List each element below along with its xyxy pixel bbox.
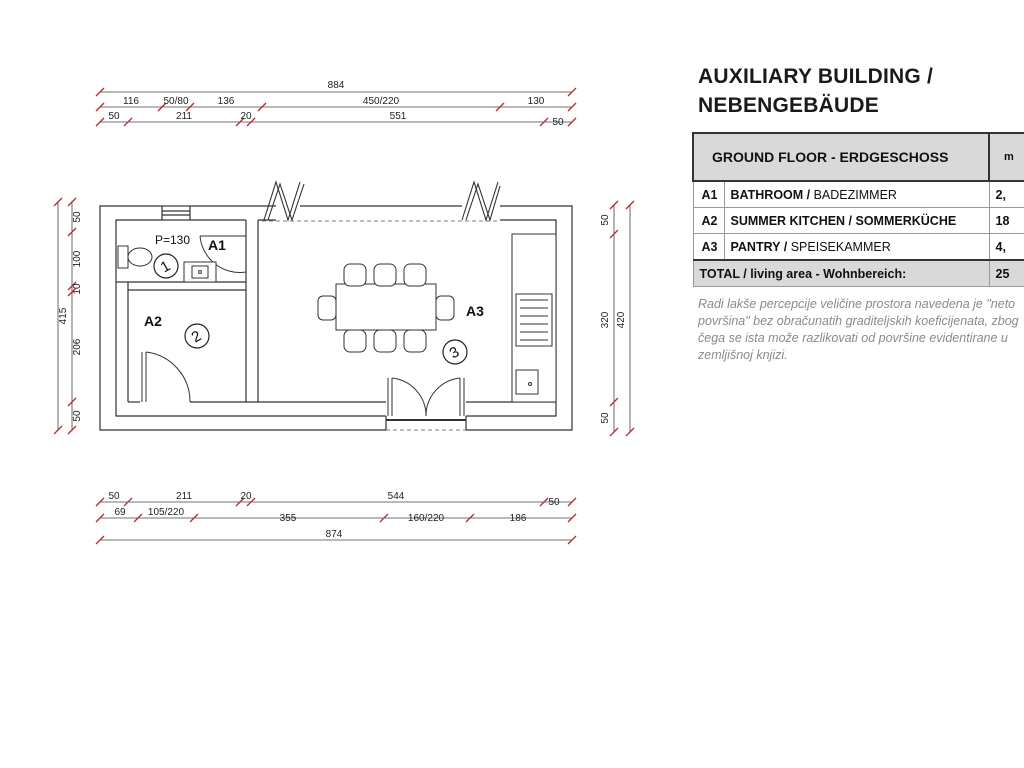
title-line-2: NEBENGEBÄUDE xyxy=(698,94,879,117)
toilet xyxy=(118,246,152,268)
room-a1-label: A1 xyxy=(208,237,226,253)
table-row xyxy=(693,234,1024,261)
dim-top-open-4: 450/220 xyxy=(362,96,400,107)
row-name: SUMMER KITCHEN / SOMMERKÜCHE xyxy=(724,208,989,234)
area-table xyxy=(692,132,1024,287)
dim-left-5: 50 xyxy=(72,410,83,422)
row-name: BATHROOM / BADEZIMMER xyxy=(724,181,989,208)
dim-bottom-wall-4: 544 xyxy=(387,491,405,502)
dim-left-3: 10 xyxy=(72,283,83,295)
room-a3-label: A3 xyxy=(466,303,484,319)
table-row xyxy=(693,208,1024,234)
dim-bottom-open-1: 69 xyxy=(114,507,126,518)
title-line-1: AUXILIARY BUILDING / xyxy=(698,65,934,88)
table-header: GROUND FLOOR - ERDGESCHOSS xyxy=(693,133,989,181)
room-a2-label: A2 xyxy=(144,313,162,329)
dim-top-wall-5: 50 xyxy=(552,117,564,128)
dim-left-4: 206 xyxy=(72,338,83,356)
dim-top-open-1: 116 xyxy=(123,96,139,107)
dim-bottom-open-4: 160/220 xyxy=(407,513,445,524)
dim-right-overall: 420 xyxy=(616,311,627,329)
total-label: TOTAL / living area - Wohnbereich: xyxy=(693,260,989,287)
dim-right-3: 50 xyxy=(600,412,611,424)
circle-3-label: 3 xyxy=(446,343,463,363)
table-total-row xyxy=(693,260,1024,287)
dining-table xyxy=(318,264,454,352)
dim-bottom-open-2: 105/220 xyxy=(147,507,185,518)
circle-2-label: 2 xyxy=(188,327,205,347)
dim-top-wall-3: 20 xyxy=(240,111,252,122)
dim-bottom-wall-2: 211 xyxy=(176,491,192,502)
dim-bottom-overall: 874 xyxy=(325,529,343,540)
circle-1-label: 1 xyxy=(157,257,174,277)
row-area: 4, xyxy=(989,234,1024,261)
dim-top-wall-4: 551 xyxy=(389,111,407,122)
dim-top-wall-2: 211 xyxy=(176,111,192,122)
area-note: Radi lakše percepcije veličine prostora navedena je "neto površina" bez obračunatih graditeljskih koeficijenata, zbog čega se ista može razlikovati od površine evidentirane u zemljišnoj knjizi. xyxy=(698,297,1019,362)
total-value: 25 xyxy=(989,260,1024,287)
right-dimensions xyxy=(600,201,634,436)
dim-top-overall: 884 xyxy=(327,80,345,91)
row-code: A2 xyxy=(693,208,724,234)
row-code: A3 xyxy=(693,234,724,261)
parapet-label: P=130 xyxy=(155,233,191,247)
folding-window-right xyxy=(462,182,500,220)
dim-right-2: 320 xyxy=(600,311,611,329)
page-title xyxy=(698,62,933,120)
kitchen-counter xyxy=(512,234,556,402)
dim-bottom-open-5: 186 xyxy=(509,513,527,524)
top-dimensions xyxy=(96,80,576,128)
left-dimensions xyxy=(54,198,83,434)
table-row xyxy=(693,181,1024,208)
dim-right-1: 50 xyxy=(600,214,611,226)
dim-bottom-wall-1: 50 xyxy=(108,491,120,502)
dim-left-overall: 415 xyxy=(58,307,69,325)
dim-bottom-open-3: 355 xyxy=(279,513,297,524)
dim-top-open-3: 136 xyxy=(217,96,235,107)
dim-left-2: 100 xyxy=(72,250,83,268)
dim-left-1: 50 xyxy=(72,211,83,223)
sink xyxy=(184,262,216,282)
dim-top-wall-1: 50 xyxy=(108,111,120,122)
row-name: PANTRY / SPEISEKAMMER xyxy=(724,234,989,261)
row-area: 18 xyxy=(989,208,1024,234)
dim-bottom-wall-3: 20 xyxy=(240,491,252,502)
table-unit-header: m xyxy=(989,133,1024,181)
row-area: 2, xyxy=(989,181,1024,208)
dim-bottom-wall-5: 50 xyxy=(548,497,560,508)
dim-top-open-2: 50/80 xyxy=(163,96,189,107)
bottom-dimensions xyxy=(96,491,576,544)
folding-window-left xyxy=(264,182,304,220)
dim-top-open-5: 130 xyxy=(527,96,545,107)
row-code: A1 xyxy=(693,181,724,208)
